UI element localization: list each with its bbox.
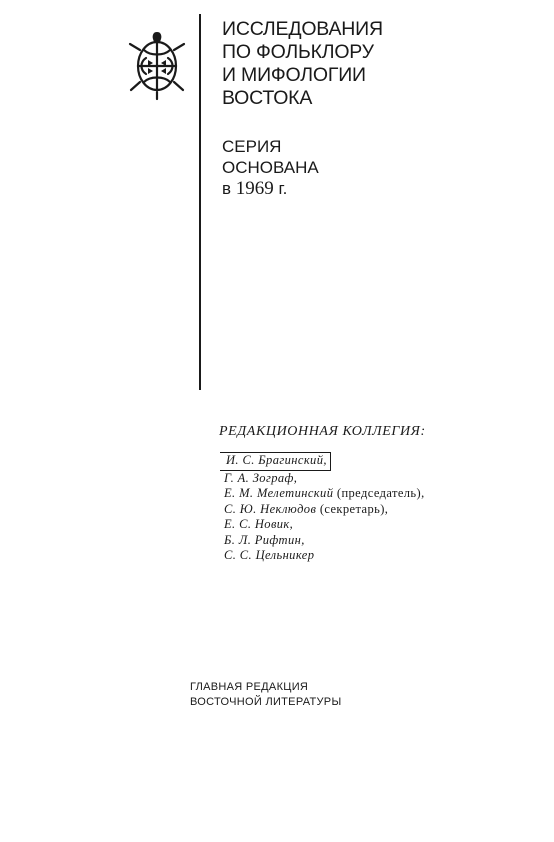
board-member-name: Б. Л. Рифтин, xyxy=(224,532,305,547)
board-member xyxy=(224,486,425,502)
editorial-board-list xyxy=(224,452,425,564)
founded-suffix: г. xyxy=(278,179,288,198)
board-member-name: С. С. Цельникер xyxy=(224,548,315,562)
vertical-divider xyxy=(199,14,201,390)
founded-prefix: в xyxy=(222,179,232,198)
founded-year-line xyxy=(222,178,319,199)
board-member-name: Е. М. Мелетинский xyxy=(224,486,334,500)
board-member-role: (секретарь), xyxy=(319,501,389,516)
board-member xyxy=(224,452,425,471)
board-member xyxy=(224,502,425,518)
board-member-name: И. С. Брагинский, xyxy=(226,453,327,467)
turtle-globe-icon xyxy=(126,28,188,102)
publisher-line-1: ГЛАВНАЯ РЕДАКЦИЯ xyxy=(190,681,309,693)
board-member-memorial-box xyxy=(220,452,331,471)
board-member-name: Г. А. Зограф, xyxy=(224,470,298,485)
publisher-imprint xyxy=(190,680,341,710)
board-member-role: (председатель), xyxy=(336,486,425,500)
board-member xyxy=(224,471,425,487)
board-member-name: Е. С. Новик, xyxy=(224,517,294,531)
series-title-line-4: ВОСТОКА xyxy=(222,87,313,109)
board-member xyxy=(224,517,425,533)
board-member-name: С. Ю. Неклюдов xyxy=(224,501,317,516)
publisher-line-2: ВОСТОЧНОЙ ЛИТЕРАТУРЫ xyxy=(190,696,342,708)
board-member xyxy=(224,548,425,564)
editorial-board-heading: РЕДАКЦИОННАЯ КОЛЛЕГИЯ: xyxy=(219,424,426,439)
series-title-line-2: ПО ФОЛЬКЛОРУ xyxy=(222,41,374,63)
founded-line-1: СЕРИЯ xyxy=(222,137,282,156)
series-title-line-3: И МИФОЛОГИИ xyxy=(222,64,366,86)
board-member xyxy=(224,533,425,549)
series-founded xyxy=(222,136,319,199)
series-title-line-1: ИССЛЕДОВАНИЯ xyxy=(222,18,383,40)
founded-year: 1969 xyxy=(235,178,274,199)
founded-line-2: ОСНОВАНА xyxy=(222,158,319,177)
series-title xyxy=(222,18,383,110)
